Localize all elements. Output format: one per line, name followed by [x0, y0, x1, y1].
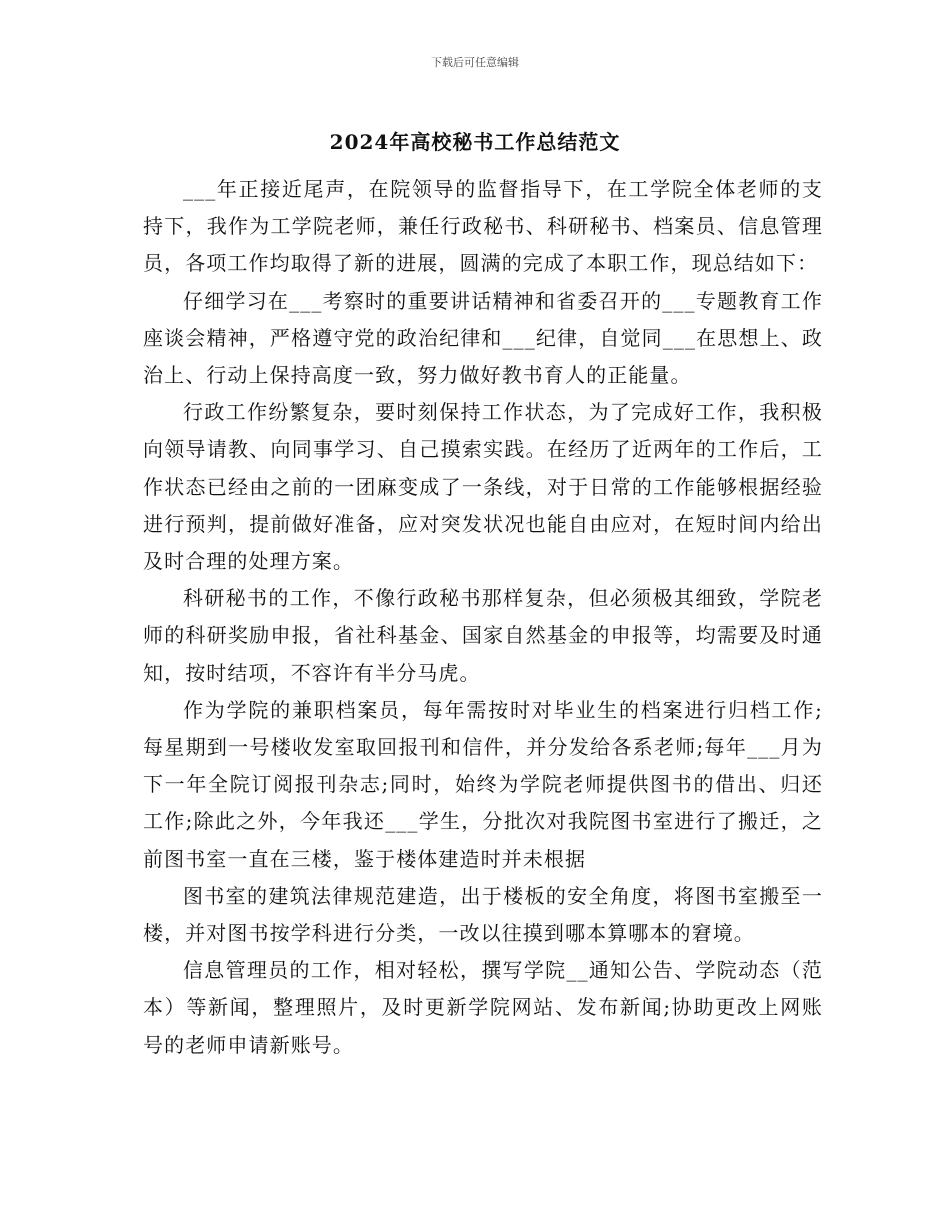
header-note: 下载后可任意编辑	[431, 56, 519, 69]
document-body	[143, 171, 823, 1064]
paragraph-library-relocation: 图书室的建筑法律规范建造，出于楼板的安全角度，将图书室搬至一楼，并对图书按学科进行分类，一改以往摸到哪本算哪本的窘境。	[143, 883, 823, 946]
paragraph-political-study: 仔细学习在___考察时的重要讲话精神和省委召开的___专题教育工作座谈会精神，严格遵守党的政治纪律和___纪律，自觉同___在思想上、政治上、行动上保持高度一致，努力做好教书育人的正能量。	[143, 288, 823, 388]
paragraph-information-manager: 信息管理员的工作，相对轻松，撰写学院__通知公告、学院动态（范本）等新闻，整理照片，及时更新学院网站、发布新闻;协助更改上网账号的老师申请新账号。	[143, 958, 823, 1057]
paragraph-administrative-work: 行政工作纷繁复杂，要时刻保持工作状态，为了完成好工作，我积极向领导请教、向同事学习、自己摸索实践。在经历了近两年的工作后，工作状态已经由之前的一团麻变成了一条线，对于日常的工作能够根据经验进行预判，提前做好准备，应对突发状况也能自由应对，在短时间内给出及时合理的处理方案。	[143, 400, 823, 574]
page-title: 2024年高校秘书工作总结范文	[329, 130, 621, 154]
paragraph-research-secretary: 科研秘书的工作，不像行政秘书那样复杂，但必须极其细致，学院老师的科研奖励申报，省社科基金、国家自然基金的申报等，均需要及时通知，按时结项，不容许有半分马虎。	[143, 586, 823, 685]
paragraph-intro: ___年正接近尾声，在院领导的监督指导下，在工学院全体老师的支持下，我作为工学院老师，兼任行政秘书、科研秘书、档案员、信息管理员，各项工作均取得了新的进展，圆满的完成了本职工作，现总结如下：	[143, 177, 823, 276]
paragraph-archivist: 作为学院的兼职档案员，每年需按时对毕业生的档案进行归档工作;每星期到一号楼收发室取回报刊和信件，并分发给各系老师;每年___月为下一年全院订阅报刊杂志;同时，始终为学院老师提供图书的借出、归还工作;除此之外，今年我还___学生，分批次对我院图书室进行了搬迁，之前图书室一直在三楼，鉴于楼体建造时并未根据	[143, 697, 823, 871]
